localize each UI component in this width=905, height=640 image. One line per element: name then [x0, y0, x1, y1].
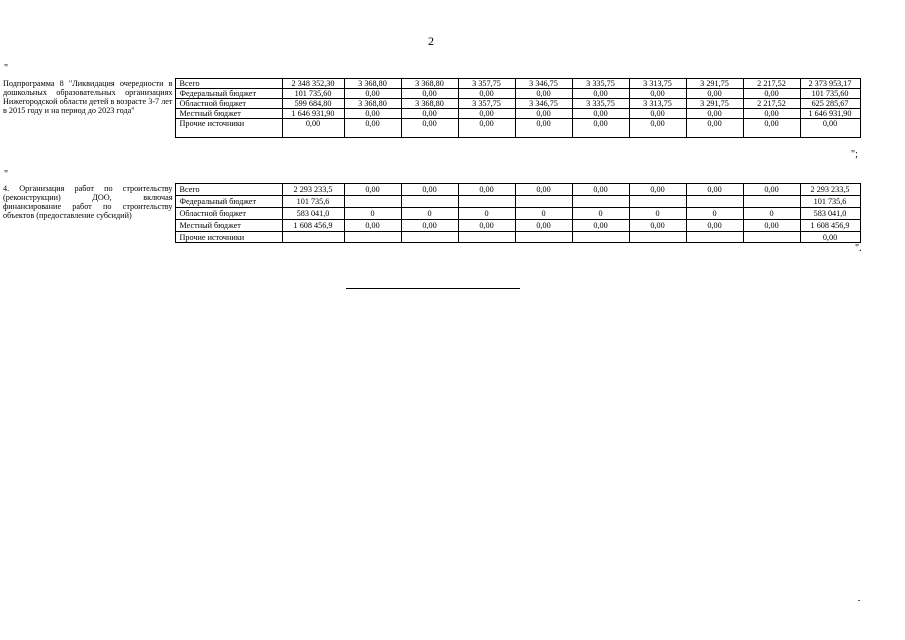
- table-cell: [572, 232, 629, 243]
- table-cell: [629, 232, 686, 243]
- table-cell: 0,00: [458, 184, 515, 196]
- table-cell: [282, 232, 344, 243]
- table-cell: 0,00: [743, 184, 800, 196]
- table-cell: 0,00: [401, 220, 458, 232]
- separator-line: [346, 288, 520, 289]
- table-cell: 1 646 931,90: [800, 109, 860, 119]
- table-cell: 3 291,75: [686, 79, 743, 89]
- table-cell: 3 346,75: [515, 99, 572, 109]
- scan-speck: [858, 600, 860, 601]
- table-cell: 3 335,75: [572, 99, 629, 109]
- source-label: Прочие источники: [175, 232, 282, 243]
- table-cell: 1 608 456,9: [282, 220, 344, 232]
- table-cell: 0,00: [743, 119, 800, 138]
- source-label: Местный бюджет: [175, 109, 282, 119]
- table-cell: [572, 196, 629, 208]
- table-cell: [629, 196, 686, 208]
- table-cell: 0,00: [515, 184, 572, 196]
- table-cell: 3 313,75: [629, 79, 686, 89]
- table-cell: 583 041,0: [800, 208, 860, 220]
- table-cell: 2 217,52: [743, 79, 800, 89]
- source-label: Областной бюджет: [175, 208, 282, 220]
- table-cell: 0,00: [282, 119, 344, 138]
- table-cell: 0,00: [743, 89, 800, 99]
- closing-quote-mark: ";: [851, 149, 858, 160]
- table-cell: 2 348 352,30: [282, 79, 344, 89]
- table-cell: 0: [686, 208, 743, 220]
- closing-quote-mark: ".: [855, 243, 862, 254]
- table-cell: 0,00: [629, 184, 686, 196]
- table-cell: 101 735,6: [282, 196, 344, 208]
- table-cell: 0,00: [800, 119, 860, 138]
- table-cell: 599 684,80: [282, 99, 344, 109]
- table-cell: [743, 196, 800, 208]
- table-cell: 0,00: [344, 89, 401, 99]
- table-cell: 0,00: [572, 109, 629, 119]
- table-cell: 583 041,0: [282, 208, 344, 220]
- table-cell: 1 646 931,90: [282, 109, 344, 119]
- table-cell: 0,00: [572, 220, 629, 232]
- table-cell: 2 217,52: [743, 99, 800, 109]
- source-label: Всего: [175, 79, 282, 89]
- table-cell: 625 285,67: [800, 99, 860, 109]
- table-cell: 0,00: [572, 119, 629, 138]
- table-cell: 3 368,80: [344, 79, 401, 89]
- table-cell: 0,00: [458, 109, 515, 119]
- table-cell: 0,00: [515, 220, 572, 232]
- table-cell: 0,00: [629, 89, 686, 99]
- table-cell: 0,00: [800, 232, 860, 243]
- table-cell: 0,00: [686, 184, 743, 196]
- table-cell: [344, 232, 401, 243]
- table-cell: 0,00: [401, 119, 458, 138]
- table-cell: 3 313,75: [629, 99, 686, 109]
- table-cell: 101 735,60: [282, 89, 344, 99]
- table-cell: [344, 196, 401, 208]
- table-cell: 0,00: [458, 220, 515, 232]
- table-cell: 0,00: [629, 109, 686, 119]
- table-cell: 3 368,80: [344, 99, 401, 109]
- table-cell: [401, 232, 458, 243]
- table-cell: 0,00: [686, 89, 743, 99]
- table-cell: 2 293 233,5: [800, 184, 860, 196]
- source-label: Местный бюджет: [175, 220, 282, 232]
- table-cell: [458, 196, 515, 208]
- table-cell: 3 291,75: [686, 99, 743, 109]
- source-label: Областной бюджет: [175, 99, 282, 109]
- table-cell: 101 735,60: [800, 89, 860, 99]
- table-cell: 0,00: [515, 119, 572, 138]
- table-cell: 0: [344, 208, 401, 220]
- table-cell: 0,00: [344, 184, 401, 196]
- table-cell: [686, 232, 743, 243]
- opening-quote-mark: ": [4, 169, 9, 180]
- table-cell: 0: [743, 208, 800, 220]
- table-cell: 2 293 233,5: [282, 184, 344, 196]
- table-cell: [743, 232, 800, 243]
- table-cell: [515, 232, 572, 243]
- table-cell: 0,00: [686, 220, 743, 232]
- table-cell: 0,00: [458, 119, 515, 138]
- table-cell: [515, 196, 572, 208]
- table-cell: 3 357,75: [458, 79, 515, 89]
- table-cell: 0,00: [401, 184, 458, 196]
- table-cell: 0,00: [572, 89, 629, 99]
- table-cell: 0: [515, 208, 572, 220]
- table-cell: 0: [458, 208, 515, 220]
- table-cell: 0,00: [515, 109, 572, 119]
- budget-table-subprogram-8: [3, 78, 861, 138]
- table-cell: 0,00: [743, 220, 800, 232]
- table-cell: 0,00: [743, 109, 800, 119]
- table-cell: 101 735,6: [800, 196, 860, 208]
- table-cell: 0: [572, 208, 629, 220]
- budget-table-construction: [3, 183, 861, 243]
- table-cell: 0,00: [515, 89, 572, 99]
- table-cell: 0,00: [458, 89, 515, 99]
- table-cell: 0,00: [629, 119, 686, 138]
- table-cell: 3 368,80: [401, 79, 458, 89]
- source-label: Прочие источники: [175, 119, 282, 138]
- table-cell: 0,00: [401, 89, 458, 99]
- table-cell: [458, 232, 515, 243]
- subprogram-description: Подпрограмма 8 "Ликвидация очередности в дошкольных образовательных организациях Нижегородской области детей в возрасте 3-7 лет в 2015 году и на период до 2023 года": [3, 78, 173, 115]
- table-cell: 0,00: [401, 109, 458, 119]
- source-label: Всего: [175, 184, 282, 196]
- table-cell: 0,00: [344, 119, 401, 138]
- table-cell: 0,00: [686, 109, 743, 119]
- table-cell: 0,00: [572, 184, 629, 196]
- event-description: 4. Организация работ по строительству (реконструкции) ДОО, включая финансирование работ по строительству объектов (предоставление субсидий): [3, 183, 173, 220]
- source-label: Федеральный бюджет: [175, 196, 282, 208]
- opening-quote-mark: ": [4, 63, 9, 74]
- table-cell: [401, 196, 458, 208]
- table-cell: 0: [401, 208, 458, 220]
- table-cell: 3 357,75: [458, 99, 515, 109]
- table-cell: 0,00: [344, 109, 401, 119]
- page-number: 2: [428, 34, 434, 48]
- table-cell: 0,00: [344, 220, 401, 232]
- table-cell: 0,00: [629, 220, 686, 232]
- table-cell: 0,00: [686, 119, 743, 138]
- table-cell: 3 368,80: [401, 99, 458, 109]
- table-cell: 2 373 953,17: [800, 79, 860, 89]
- table-cell: 1 608 456,9: [800, 220, 860, 232]
- source-label: Федеральный бюджет: [175, 89, 282, 99]
- table-cell: [686, 196, 743, 208]
- table-cell: 3 346,75: [515, 79, 572, 89]
- table-cell: 0: [629, 208, 686, 220]
- table-cell: 3 335,75: [572, 79, 629, 89]
